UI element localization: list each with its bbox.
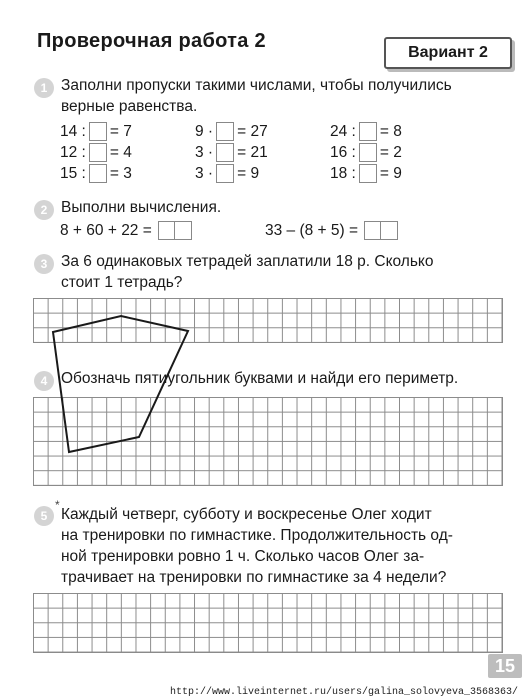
- equation-right: = 8: [379, 122, 402, 140]
- task-number-2: 2: [34, 200, 54, 220]
- equation-left: 3 ·: [195, 164, 214, 182]
- equation-right: = 4: [109, 143, 132, 161]
- task-number-5: 5: [34, 506, 54, 526]
- page-title: Проверочная работа 2: [37, 30, 266, 52]
- equation-left: 12 :: [60, 143, 86, 161]
- pentagon-visible: [53, 316, 188, 452]
- task3-text-line1: За 6 одинаковых тетрадей заплатили 18 р. Сколько: [61, 253, 434, 270]
- equation-left: 18 :: [330, 164, 356, 182]
- variant-badge: Вариант 2: [384, 37, 512, 69]
- equation-left: 16 :: [330, 143, 356, 161]
- equation-left: 24 :: [330, 122, 356, 140]
- expression-text: 33 – (8 + 5) =: [265, 221, 359, 239]
- equation-left: 3 ·: [195, 143, 214, 161]
- equation-left: 9 ·: [195, 122, 214, 140]
- equation-left: 15 :: [60, 164, 86, 182]
- task1-text-line1: Заполни пропуски такими числами, чтобы получились: [61, 77, 452, 94]
- task5-text-line4: трачивает на тренировки по гимнастике за 4 недели?: [61, 569, 447, 586]
- task1-text-line2: верные равенства.: [61, 98, 198, 115]
- difficulty-star-icon: *: [55, 498, 60, 512]
- equation-right: = 2: [379, 143, 402, 161]
- equation-right: = 7: [109, 122, 132, 140]
- source-url: http://www.liveinternet.ru/users/galina_solovyeva_3568363/: [170, 687, 519, 698]
- task-number-4: 4: [34, 371, 54, 391]
- task5-text-line1: Каждый четверг, субботу и воскресенье Олег ходит: [61, 506, 432, 523]
- task3-text-line2: стоит 1 тетрадь?: [61, 274, 183, 291]
- page-number: 15: [488, 654, 522, 678]
- task5-text-line3: ной тренировки ровно 1 ч. Сколько часов Олег за-: [61, 548, 425, 565]
- equation-right: = 21: [237, 143, 268, 161]
- equation-right: = 3: [109, 164, 132, 182]
- expression-text: 8 + 60 + 22 =: [60, 221, 152, 239]
- equation-right: = 9: [237, 164, 260, 182]
- task4-text: Обозначь пятиугольник буквами и найди его периметр.: [61, 370, 459, 387]
- answer-grid-task5[interactable]: [33, 593, 503, 653]
- equation-right: = 27: [237, 122, 268, 140]
- task-number-3: 3: [34, 254, 54, 274]
- task-number-1: 1: [34, 78, 54, 98]
- task2-text: Выполни вычисления.: [61, 199, 222, 216]
- equation-right: = 9: [379, 164, 402, 182]
- task5-text-line2: на тренировки по гимнастике. Продолжительность од-: [61, 527, 453, 544]
- equation-left: 14 :: [60, 122, 86, 140]
